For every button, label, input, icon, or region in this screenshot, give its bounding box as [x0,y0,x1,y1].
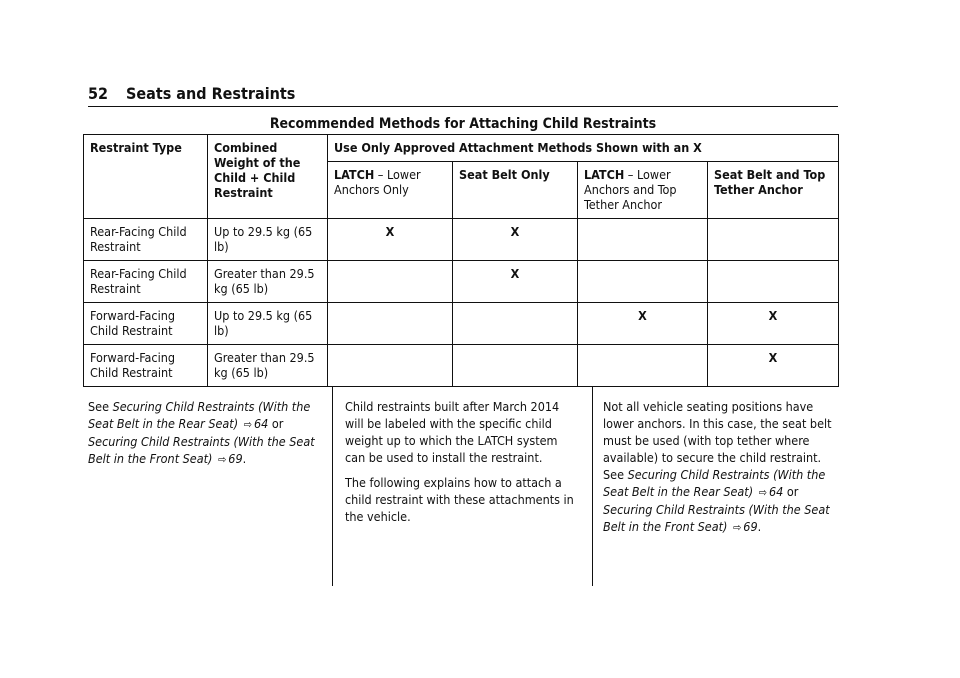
column-right [603,398,841,544]
column-left [88,398,316,476]
cell-method-belt-only [453,345,578,387]
link-front-seat-ref[interactable]: Securing Child Restraints (With the Seat Belt in the Front Seat) [603,502,830,534]
cell-method-latch-tether [578,261,708,303]
cell-weight: Greater than 29.5 kg (65 lb) [208,261,328,303]
page-ref-arrow-icon: ⇨ [243,418,252,431]
latch-tether-text: – Lower Anchors and Top Tether Anchor [584,167,677,212]
cell-weight: Up to 29.5 kg (65 lb) [208,303,328,345]
cell-method-latch-tether: X [578,303,708,345]
cell-method-latch-lower [328,261,453,303]
header-restraint-type: Restraint Type [84,135,208,219]
cell-weight: Greater than 29.5 kg (65 lb) [208,345,328,387]
header-combined-weight: Combined Weight of the Child + Child Restraint [208,135,328,219]
section-title: Seats and Restraints [126,84,296,103]
link-page-64[interactable]: 64 [768,484,784,499]
cell-method-belt-tether [708,261,839,303]
cell-method-latch-tether [578,219,708,261]
subheader-latch-tether [578,162,708,219]
latch-lower-text: – Lower Anchors Only [334,167,421,197]
table-row [84,345,839,387]
cell-method-latch-tether [578,345,708,387]
child-restraint-table [83,134,839,387]
cell-method-latch-lower [328,345,453,387]
seating-text: Not all vehicle seating positions have lower anchors. In this case, the seat belt must be used (with top tether where available) to secure the child restraint. See [603,399,832,482]
table-row [84,303,839,345]
cell-method-belt-tether: X [708,345,839,387]
column-middle [345,398,577,533]
column-divider [592,386,593,586]
cell-method-latch-lower: X [328,219,453,261]
table-title: Recommended Methods for Attaching Child Restraints [269,116,657,132]
or-text: or [268,416,284,431]
page-ref-arrow-icon: ⇨ [218,453,227,466]
link-rear-seat-ref[interactable]: Securing Child Restraints (With the Seat Belt in the Rear Seat) [88,399,311,431]
cell-method-belt-tether [708,219,839,261]
cell-restraint-type: Forward-Facing Child Restraint [84,345,208,387]
cell-restraint-type: Rear-Facing Child Restraint [84,261,208,303]
link-page-69[interactable]: 69 [743,519,758,534]
latch-label: LATCH [334,167,375,182]
cell-method-belt-only [453,303,578,345]
cell-method-belt-only: X [453,219,578,261]
attach-intro-paragraph: The following explains how to attach a child restraint with these attachments in the vehicle. [345,475,574,524]
period-text: . [757,519,762,534]
header-rule [88,106,838,107]
cell-method-belt-only: X [453,261,578,303]
latch-label: LATCH [584,167,625,182]
column-divider [332,386,333,586]
subheader-belt-only: Seat Belt Only [453,162,578,219]
cell-restraint-type: Rear-Facing Child Restraint [84,219,208,261]
cell-weight: Up to 29.5 kg (65 lb) [208,219,328,261]
page-ref-arrow-icon: ⇨ [758,486,767,499]
cell-method-latch-lower [328,303,453,345]
table-row [84,261,839,303]
link-front-seat-ref[interactable]: Securing Child Restraints (With the Seat Belt in the Front Seat) [88,434,315,466]
page-ref-arrow-icon: ⇨ [733,521,742,534]
subheader-belt-tether: Seat Belt and Top Tether Anchor [708,162,839,219]
link-rear-seat-ref[interactable]: Securing Child Restraints (With the Seat Belt in the Rear Seat) [603,467,826,499]
period-text: . [242,451,247,466]
subheader-latch-lower [328,162,453,219]
cell-restraint-type: Forward-Facing Child Restraint [84,303,208,345]
page-header [88,84,838,103]
table-row [84,219,839,261]
header-attachment-methods: Use Only Approved Attachment Methods Shown with an X [328,135,839,162]
seating-positions-paragraph [603,398,841,536]
or-text: or [783,484,799,499]
link-page-69[interactable]: 69 [228,451,243,466]
cross-reference-paragraph [88,398,316,468]
page-number: 52 [88,84,109,103]
see-text: See [88,399,113,414]
cell-method-belt-tether: X [708,303,839,345]
link-page-64[interactable]: 64 [253,416,269,431]
latch-label-paragraph: Child restraints built after March 2014 will be labeled with the specific child weight up to which the LATCH system can be used to install the restraint. [345,399,560,465]
